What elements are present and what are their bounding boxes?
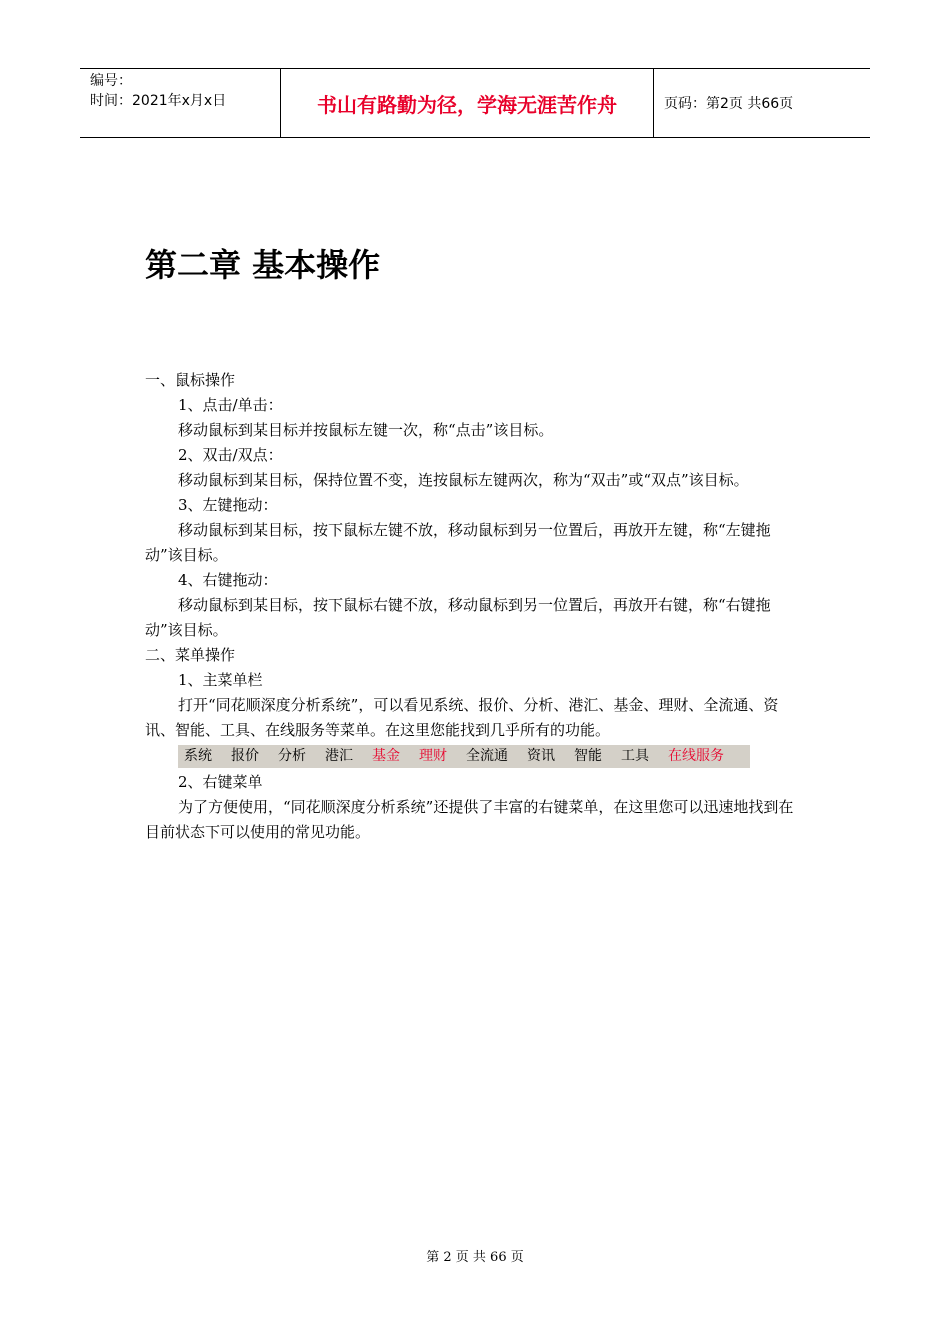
document-body xyxy=(145,368,807,845)
paragraph: 移动鼠标到某目标，按下鼠标右键不放，移动鼠标到另一位置后，再放开右键，称“右键拖动”该目标。 xyxy=(145,596,771,639)
paragraph: 移动鼠标到某目标并按鼠标左键一次，称“点击”该目标。 xyxy=(178,421,554,439)
paragraph: 为了方便使用，“同花顺深度分析系统”还提供了丰富的右键菜单，在这里您可以迅速地找到在目前状态下可以使用的常见功能。 xyxy=(145,798,794,841)
menu-item-hk: 港汇 xyxy=(325,748,353,764)
subsection-title: 2、双击/双点： xyxy=(178,446,283,464)
number-label: 编号： xyxy=(90,73,132,89)
date-label: 时间：2021年x月x日 xyxy=(90,93,227,109)
menu-item-tools: 工具 xyxy=(621,748,649,764)
subsection-title: 2、右键菜单 xyxy=(178,773,263,791)
menu-item-system: 系统 xyxy=(184,748,212,764)
header-motto: 书山有路勤为径，学海无涯苦作舟 xyxy=(281,69,654,137)
header-page-info: 页码：第2页 共66页 xyxy=(664,96,794,112)
subsection-title: 3、左键拖动： xyxy=(178,496,278,514)
paragraph: 移动鼠标到某目标，按下鼠标左键不放，移动鼠标到另一位置后，再放开左键，称“左键拖动”该目标。 xyxy=(145,521,771,564)
subsection-title: 4、右键拖动： xyxy=(178,571,278,589)
header-meta xyxy=(80,69,281,137)
chapter-title: 第二章 基本操作 xyxy=(145,246,381,284)
menu-item-online-service: 在线服务 xyxy=(668,748,724,764)
paragraph: 移动鼠标到某目标，保持位置不变，连按鼠标左键两次，称为“双击”或“双点”该目标。 xyxy=(178,471,749,489)
section-title: 一、鼠标操作 xyxy=(145,371,236,389)
menu-item-finance: 理财 xyxy=(419,748,447,764)
paragraph: 打开“同花顺深度分析系统”，可以看见系统、报价、分析、港汇、基金、理财、全流通、资讯、智能、工具、在线服务等菜单。在这里您能找到几乎所有的功能。 xyxy=(145,696,779,739)
section-title: 二、菜单操作 xyxy=(145,646,236,664)
main-menu-bar-image xyxy=(178,745,750,768)
subsection-title: 1、点击/单击： xyxy=(178,396,283,414)
menu-item-smart: 智能 xyxy=(574,748,602,764)
menu-item-fund: 基金 xyxy=(372,748,400,764)
subsection-title: 1、主菜单栏 xyxy=(178,671,263,689)
page-footer: 第 2 页 共 66 页 xyxy=(426,1250,524,1265)
menu-item-news: 资讯 xyxy=(527,748,555,764)
menu-item-full-circulation: 全流通 xyxy=(466,748,508,764)
menu-item-quote: 报价 xyxy=(231,748,259,764)
page-header xyxy=(80,68,870,138)
menu-item-analysis: 分析 xyxy=(278,748,306,764)
